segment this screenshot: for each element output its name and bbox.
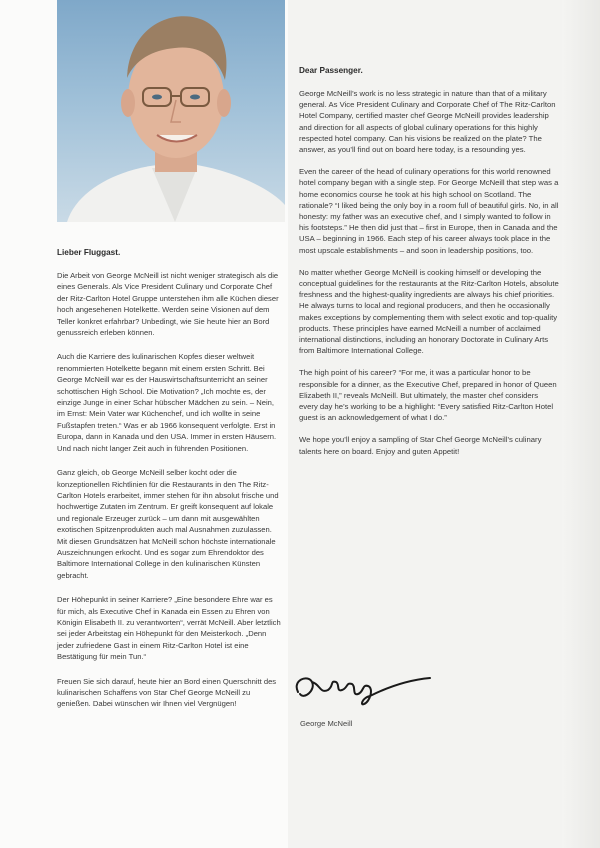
paragraph-de-2: Auch die Karriere des kulinarischen Kopfes dieser weltweit renommierten Hotelkette begann mit einem ersten Schritt. Bei George McNeill war es der Hauswirtschaftsunterricht an seiner schottischen High School. Die Motivation? „Ich mochte es, der einzige Junge in einer Schar hübscher Mädchen zu sein. – Nein, im Ernst: Mein Vater war Küchenchef, und ich wollte in seine Fußstapfen treten.“ Was er ab 1966 konsequent verfolgte. Erst in Europa, dann in Kanada und den USA. Immer in ersten Häusern. Und nach nicht langer Zeit auch in führenden Positionen. bbox=[57, 352, 277, 453]
paragraph-de-4: Der Höhepunkt in seiner Karriere? „Eine besondere Ehre war es für mich, als Executive Chef in Kanada ein Essen zu Ehren von Königin Elisabeth II. zu verantworten“, verrät McNeill. Aber letztlich sei jeder Arbeitstag ein Höhepunkt für den Meisterkoch. „Denn jeder zufriedene Gast in einem Ritz-Carlton Hotel ist eine Bestätigung für mein Tun.“ bbox=[57, 595, 281, 662]
german-column bbox=[57, 248, 283, 723]
signature-name: George McNeill bbox=[300, 719, 353, 728]
paragraph-de-1: Die Arbeit von George McNeill ist nicht weniger strategisch als die eines Generals. Als Vice President Culinary und Corporate Chef der Ritz-Carlton Hotel Gruppe unterstehen ihm alle Küchen dieser hoch angesehenen Hotelkette. Werden seine Visionen auf dem Teller konkret erfahrbar? Unbedingt, wie Sie heute hier an Bord genussreich erleben können. bbox=[57, 271, 279, 338]
paragraph-en-2: Even the career of the head of culinary operations for this world renowned hotel company began with a single step. For George McNeill that step was a home economics course he took at his high school on Scotland. The rationale? “I liked being the only boy in a room full of beautiful girls. No, in all honesty: my father was an executive chef, and I simply wanted to follow in his footsteps.” He then did just that – first in Europe, then in Canada and the USA – beginning in 1966. Each step of his career always took place in the most upscale establishments – and soon in leadership positions, too. bbox=[299, 167, 559, 255]
greeting-heading-en: Dear Passenger. bbox=[299, 66, 363, 75]
english-column bbox=[299, 66, 559, 468]
handwritten-signature bbox=[290, 670, 440, 710]
paragraph-en-1: George McNeill’s work is no less strategic in nature than that of a military general. As Vice President Culinary and Corporate Chef of The Ritz-Carlton Hotel Company, certified master chef George McNeill provides leadership and direction for all aspects of global culinary operations for this highly respected hotel company. Can his visions be realized on the plate? The answer, as you’ll find out on board here today, is a resounding yes. bbox=[299, 89, 556, 155]
paragraph-en-4: The high point of his career? “For me, it was a particular honor to be responsible for a dinner, as the Executive Chef, prepared in honor of Queen Elizabeth II,” reveals McNeill. But ultimately, the master chef considers every day he’s working to be a highlight: “Every satisfied Ritz-Carlton Hotel guest is an acknowledgement of what I do.” bbox=[299, 368, 557, 423]
paragraph-en-5: We hope you’ll enjoy a sampling of Star Chef George McNeill’s culinary talents here on board. Enjoy and guten Appetit! bbox=[299, 435, 542, 456]
paragraph-de-5: Freuen Sie sich darauf, heute hier an Bord einen Querschnitt des kulinarischen Schaffens von Star Chef George McNeill zu genießen. Dabei wünschen wir Ihnen viel Vergnügen! bbox=[57, 676, 277, 709]
chef-portrait-photo bbox=[57, 0, 285, 222]
greeting-heading-de: Lieber Fluggast. bbox=[57, 248, 121, 257]
page-edge bbox=[562, 0, 600, 848]
paragraph-de-3: Ganz gleich, ob George McNeill selber kocht oder die konzeptionellen Richtlinien für die Restaurants in den The Ritz-Carlton Hotels erarbeitet, immer stehen für ihn absolut frische und hochwertige Zutaten im Zentrum. Er greift konsequent auf lokale und regionale Erzeuger zurück – um dann mit ausgewählten exotischen Spitzenprodukten auch mal Ausnahmen zuzulassen. Mit diesen Grundsätzen hat McNeill schon höchste internationale Auszeichnungen erkocht. Und es sogar zum Ehrendoktor des Baltimore International College in den kulinarischen Künsten gebracht. bbox=[57, 468, 279, 580]
paragraph-en-3: No matter whether George McNeill is cooking himself or developing the conceptual guidelines for the restaurants at the Ritz-Carlton Hotels, absolute freshness and the highest-quality ingredients are always his chief priorities. He always turns to local and regional producers, and then he occasionally makes exceptions by complementing them with select exotic and top-quality products. These principles have earned McNeill a number of acclaimed international distinctions, including an honorary Doctorate in Culinary Arts from Baltimore International College. bbox=[299, 267, 559, 356]
